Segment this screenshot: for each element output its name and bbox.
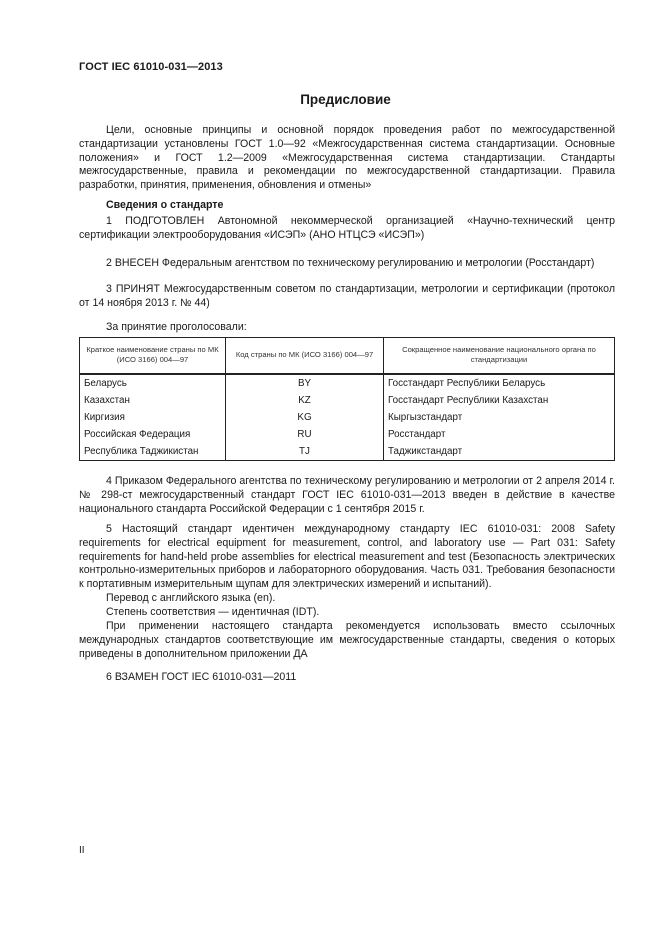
country-cell: Российская Федерация (80, 426, 226, 443)
body-cell: Росстандарт (384, 426, 615, 443)
page-title: Предисловие (300, 92, 391, 107)
code-cell: KZ (226, 392, 384, 409)
column-header-country: Краткое наименование страны по МК (ИСО 3166) 004—97 (80, 338, 226, 375)
item-2-paragraph: 2 ВНЕСЕН Федеральным агентством по техническому регулированию и метрологии (Росстандарт) (106, 257, 595, 269)
intro-paragraph: Цели, основные принципы и основной порядок проведения работ по межгосударственной стандартизации установлены ГОСТ 1.0—92 «Межгосударственная система стандартизации. Основные положения» и ГОСТ 1.2—2009 «Межгосударственная система стандартизации. Стандарты межгосударственные, правила и рекомендации по межгосударственной стандартизации. Правила разработки, принятия, применения, обновления и отмены» (79, 124, 615, 192)
country-cell: Республика Таджикистан (80, 443, 226, 461)
code-cell: BY (226, 374, 384, 392)
column-header-body: Сокращенное наименование национального органа по стандартизации (384, 338, 615, 375)
countries-table (79, 337, 615, 461)
application-paragraph: При применении настоящего стандарта рекомендуется использовать вместо ссылочных международных стандартов соответствующие им межгосударственные стандарты, сведения о которых приведены в дополнительном приложении ДА (79, 620, 615, 660)
body-cell: Таджикстандарт (384, 443, 615, 461)
body-cell: Кыргызстандарт (384, 409, 615, 426)
item-5-paragraph: 5 Настоящий стандарт идентичен международному стандарту IEC 61010-031: 2008 Safety requirements for electrical equipment for measurement, control, and laboratory use — Part 031: Safety requirements for hand-held probe assemblies for electrical measurement and test (Безопасность электрических контрольно-измерительных приборов и лабораторного оборудования. Часть 031. Требования безопасности к портативным измерительным щупам для электрических измерений и испытаний). (79, 523, 615, 591)
body-cell: Госстандарт Республики Казахстан (384, 392, 615, 409)
table-row (80, 426, 615, 443)
item-3-paragraph: 3 ПРИНЯТ Межгосударственным советом по стандартизации, метрологии и сертификации (протокол от 14 ноября 2013 г. № 44) (79, 283, 615, 309)
body-cell: Госстандарт Республики Беларусь (384, 374, 615, 392)
item-6-line: 6 ВЗАМЕН ГОСТ IEC 61010-031—2011 (106, 671, 297, 683)
vote-caption: За принятие проголосовали: (106, 321, 247, 333)
column-header-code: Код страны по МК (ИСО 3166) 004—97 (226, 338, 384, 375)
code-cell: KG (226, 409, 384, 426)
table-row (80, 392, 615, 409)
country-cell: Казахстан (80, 392, 226, 409)
section-title: Сведения о стандарте (106, 199, 224, 211)
translation-note: Перевод с английского языка (en). (106, 592, 276, 604)
item-1-paragraph: 1 ПОДГОТОВЛЕН Автономной некоммерческой организацией «Научно-технический центр сертификации электрооборудования «ИСЭП» (АНО НТЦСЭ «ИСЭП») (79, 215, 615, 241)
document-header: ГОСТ IEC 61010-031—2013 (79, 61, 223, 73)
table-row (80, 409, 615, 426)
table-row (80, 443, 615, 461)
code-cell: TJ (226, 443, 384, 461)
page-number: II (79, 845, 85, 856)
code-cell: RU (226, 426, 384, 443)
conformity-note: Степень соответствия — идентичная (IDT). (106, 606, 320, 618)
item-4-paragraph: 4 Приказом Федерального агентства по техническому регулированию и метрологии от 2 апреля 2014 г. № 298-ст межгосударственный стандарт ГОСТ IEC 61010-031—2013 введен в действие в качестве национального стандарта Российской Федерации с 1 сентября 2015 г. (79, 475, 615, 515)
country-cell: Киргизия (80, 409, 226, 426)
table-row (80, 374, 615, 392)
table-header-row (80, 338, 615, 375)
country-cell: Беларусь (80, 374, 226, 392)
